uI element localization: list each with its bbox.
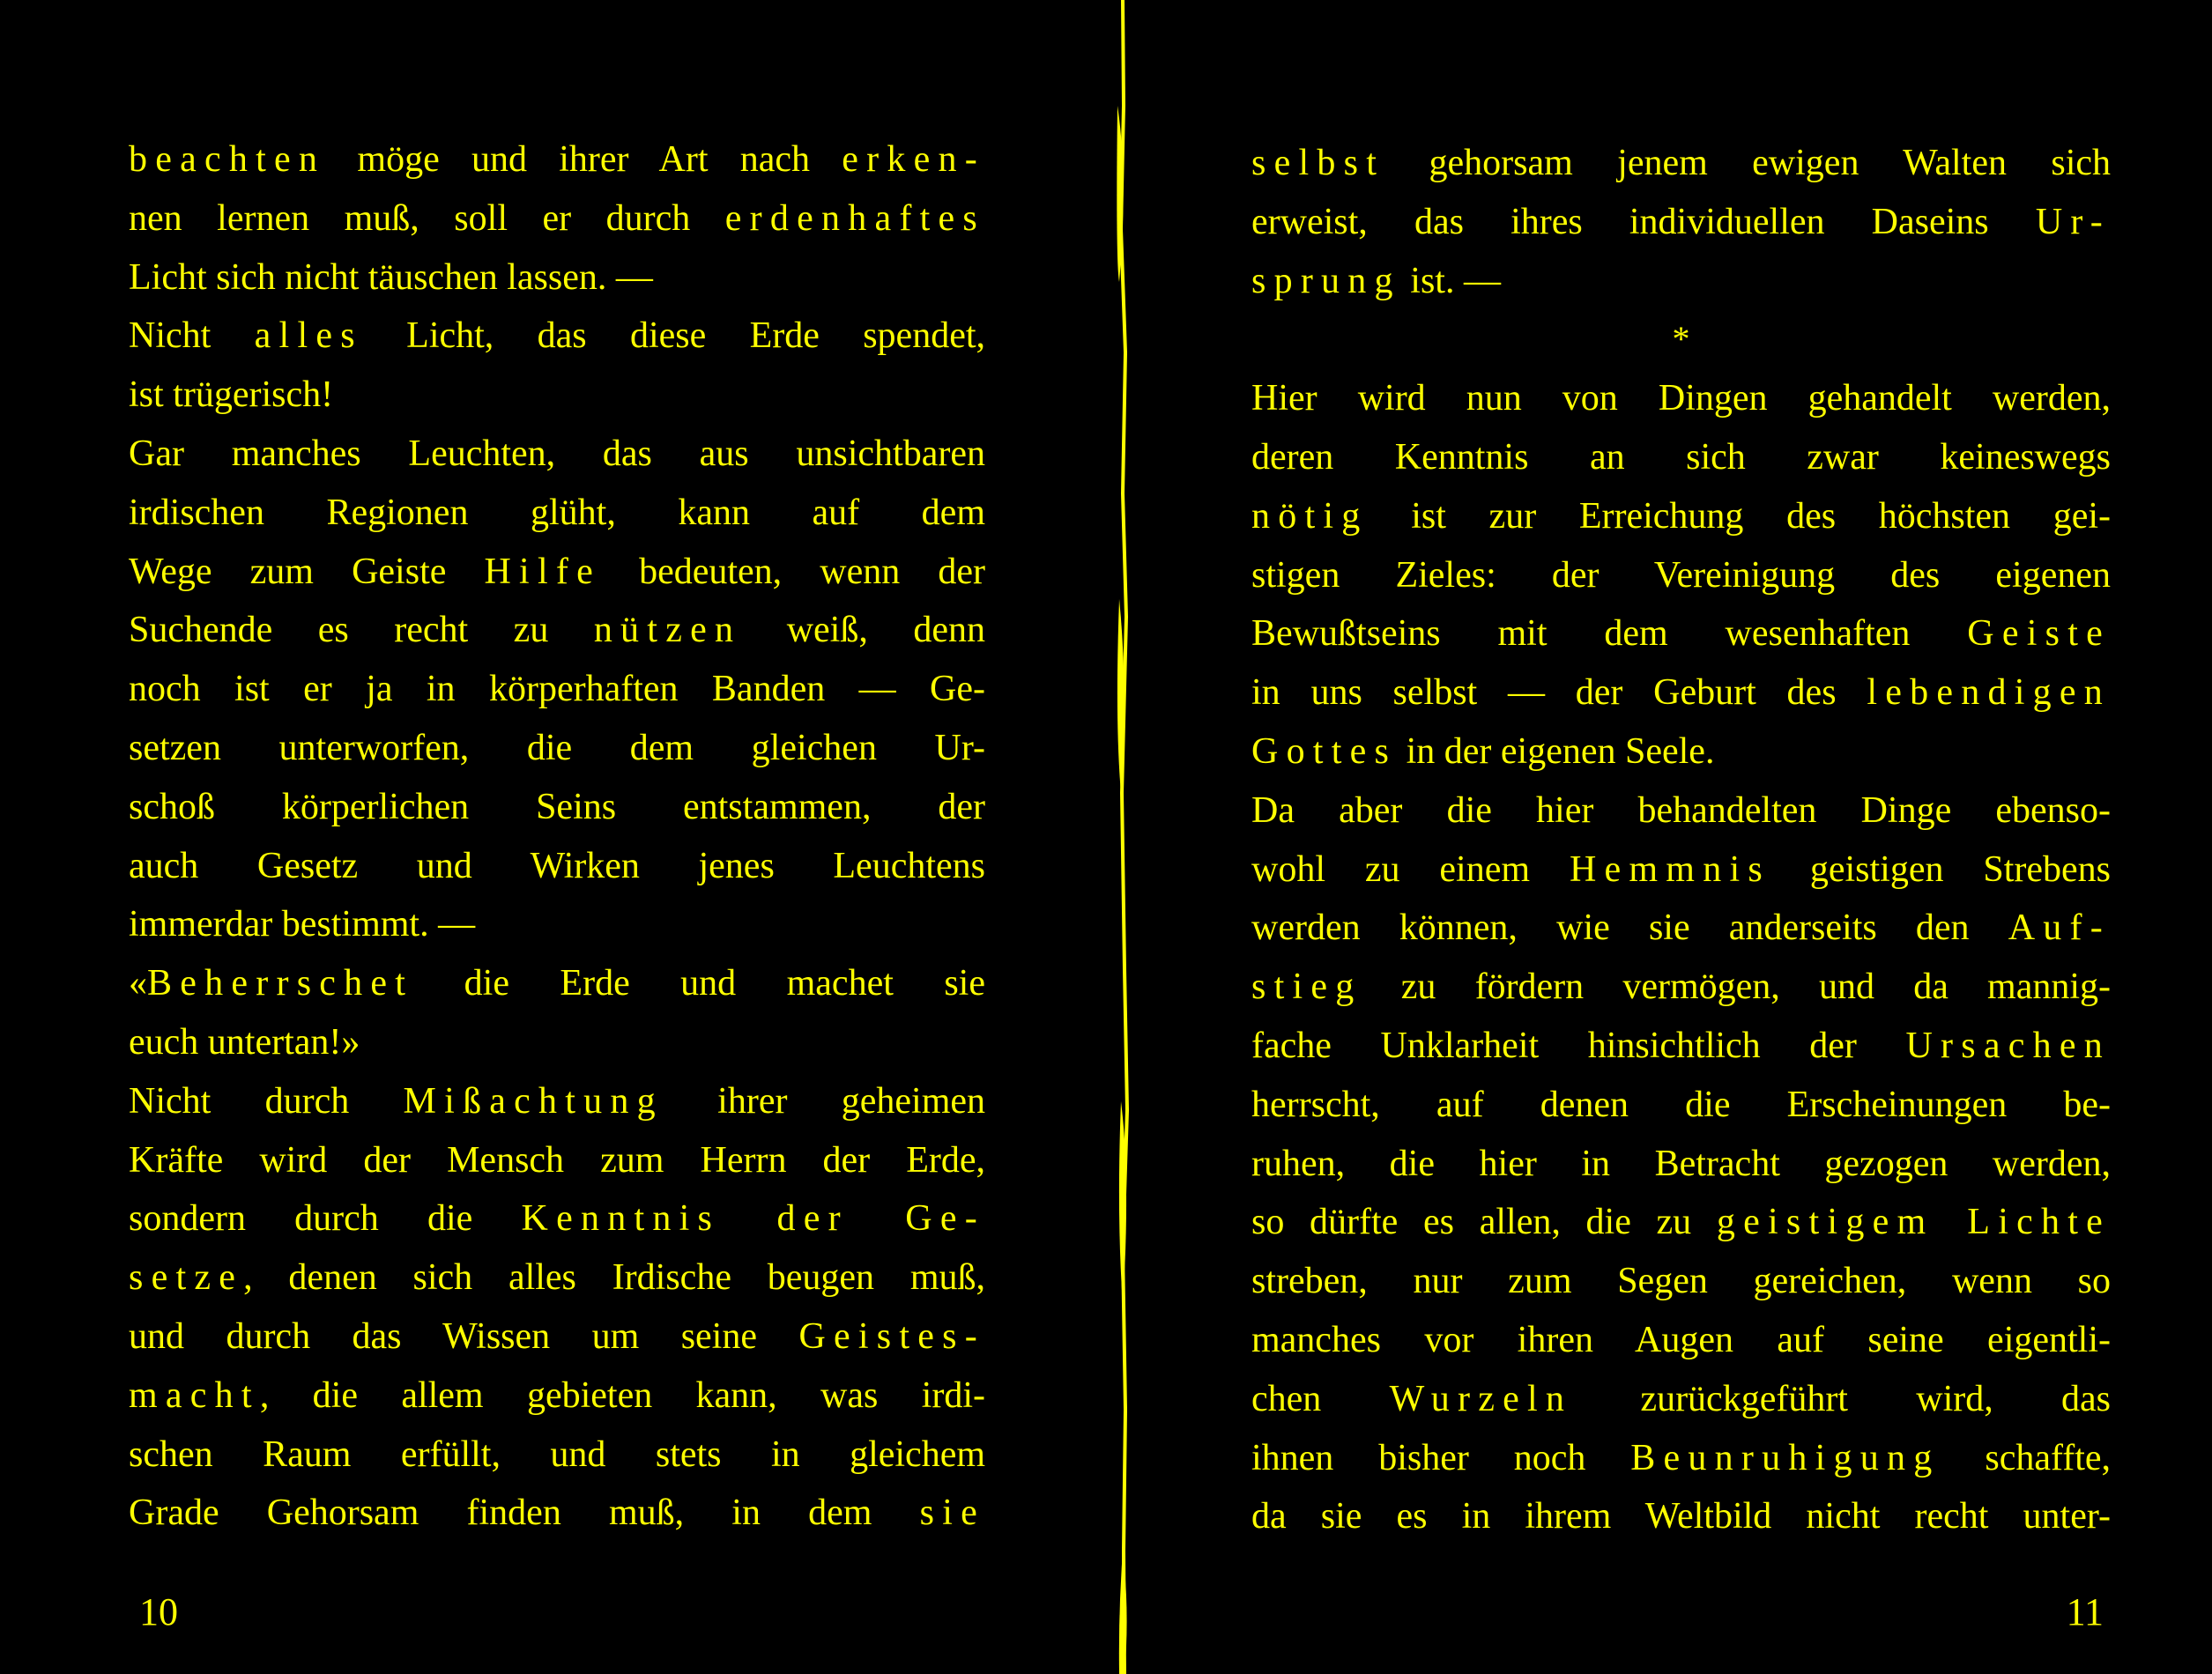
text-run: fache Unklarheit hinsichtlich der (1251, 1025, 1906, 1066)
text-run: möge und ihrer Art nach (325, 139, 842, 180)
text-spaced: Auf- (2008, 907, 2111, 949)
text-run: werden können, wie sie anderseits den (1251, 907, 2008, 949)
text-spaced: stieg (1251, 967, 1362, 1008)
book-gutter (1102, 0, 1137, 1674)
text-run: schaffte, (1940, 1437, 2112, 1478)
text-run: wohl zu einem (1251, 848, 1570, 890)
text-spaced: macht (129, 1374, 260, 1416)
text-spaced: Wurzeln (1389, 1378, 1573, 1419)
text-run: schoß körperlichen Seins entstammen, der (129, 786, 985, 827)
text-run: weiß, denn (741, 610, 985, 651)
text-run: erweist, das ihres individuellen Daseins (1251, 201, 2036, 242)
text-run: die Erde und machet sie (413, 963, 985, 1004)
text-run: in uns selbst — der Geburt des (1251, 672, 1867, 714)
text-run: ist trügerisch! (129, 374, 334, 416)
text-run: ruhen, die hier in Betracht gezogen werden, (1251, 1143, 2111, 1184)
text-run: Nicht durch (129, 1080, 404, 1122)
text-run: zu fördern vermögen, und da mannig- (1362, 967, 2111, 1008)
text-run: auch Gesetz und Wirken jenes Leuchtens (129, 845, 985, 886)
text-run: noch ist er ja in körperhaften Banden — Ge- (129, 669, 985, 710)
text-spaced: Geistes- (798, 1315, 985, 1357)
text-run: ist. — (1400, 260, 1501, 301)
text-run: streben, nur zum Segen gereichen, wenn so (1251, 1261, 2111, 1302)
text-spaced: Beunruhigung (1630, 1437, 1941, 1478)
text-run: immerdar bestimmt. — (129, 904, 476, 945)
text-run: , die allem gebieten kann, was irdi- (259, 1374, 985, 1416)
text-spaced: nötig (1251, 495, 1369, 537)
text-spaced: erdenhaftes (724, 197, 985, 239)
right-page (1137, 0, 2212, 1674)
text-run: zurückgeführt wird, das (1572, 1378, 2111, 1419)
text-spaced: alles (254, 315, 363, 357)
text-spaced: Ursachen (1905, 1025, 2111, 1066)
text-run: ihnen bisher noch (1251, 1437, 1631, 1478)
text-run: und durch das Wissen um seine (129, 1315, 799, 1357)
page-number: 10 (139, 1590, 178, 1633)
text-spaced: lebendigen (1867, 672, 2111, 714)
text-run: so dürfte es allen, die zu (1251, 1202, 1717, 1243)
left-page (0, 0, 1102, 1674)
text-run: in der eigenen Seele. (1397, 730, 1715, 772)
text-run: stigen Zieles: der Vereinigung des eigenen (1251, 554, 2111, 596)
text-run: euch untertan!» (129, 1021, 360, 1063)
text-spaced: beachten (129, 139, 326, 180)
page-number: 11 (2066, 1590, 2104, 1633)
text-run: Suchende es recht zu (129, 610, 594, 651)
section-divider-asterisk: * (1672, 319, 1690, 359)
text-run: deren Kenntnis an sich zwar keineswegs (1251, 436, 2111, 478)
text-run: sondern durch die (129, 1198, 522, 1240)
text-run: Nicht (129, 315, 255, 357)
text-spaced: nützen (593, 610, 742, 651)
text-run: Bewußtseins mit dem wesenhaften (1251, 613, 1968, 655)
text-spaced: sprung (1251, 260, 1401, 301)
left-page-text (129, 130, 985, 1543)
text-run: Gar manches Leuchten, das aus unsichtbaren (129, 433, 985, 474)
text-spaced: Hemmnis (1569, 848, 1770, 890)
text-run: nen lernen muß, soll er durch (129, 197, 725, 239)
text-run: irdischen Regionen glüht, kann auf dem (129, 492, 985, 533)
text-run: setzen unterworfen, die dem gleichen Ur- (129, 727, 985, 768)
text-spaced: Gottes (1251, 730, 1398, 772)
text-run: Da aber die hier behandelten Dinge ebenso- (1251, 789, 2111, 831)
text-run: geistigen Strebens (1770, 848, 2112, 890)
text-run: , denen sich alles Irdische beugen muß, (243, 1257, 985, 1299)
text-run: herrscht, auf denen die Erscheinungen be- (1251, 1084, 2111, 1125)
text-spaced: Geiste (1967, 613, 2111, 655)
text-spaced: erken- (842, 139, 985, 180)
text-spaced: geistigem Lichte (1716, 1202, 2112, 1243)
text-run: Grade Gehorsam finden muß, in dem (129, 1493, 920, 1534)
text-run: da sie es in ihrem Weltbild nicht recht unter- (1251, 1496, 2111, 1537)
text-run: « (129, 963, 147, 1004)
text-spaced: setze (129, 1257, 244, 1299)
text-run: schen Raum erfüllt, und stets in gleichem (129, 1433, 985, 1475)
text-run: Licht, das diese Erde spendet, (362, 315, 986, 357)
text-spaced: Ur- (2035, 201, 2111, 242)
text-run: ist zur Erreichung des höchsten gei- (1368, 495, 2111, 537)
text-run: gehorsam jenem ewigen Walten sich (1384, 143, 2111, 183)
text-spaced: sie (919, 1493, 985, 1534)
text-run: bedeuten, wenn der (600, 551, 985, 592)
text-run: Licht sich nicht täuschen lassen. — (129, 256, 653, 298)
text-run: chen (1251, 1378, 1390, 1419)
text-run: manches vor ihren Augen auf seine eigentli- (1251, 1319, 2111, 1360)
text-run: Kräfte wird der Mensch zum Herrn der Erde, (129, 1139, 985, 1181)
text-spaced: Mißachtung (403, 1080, 664, 1122)
text-run: Hier wird nun von Dingen gehandelt werden, (1251, 378, 2111, 419)
text-spaced: selbst (1251, 143, 1385, 183)
text-spaced: Hilfe (484, 551, 601, 592)
text-run: ihrer geheimen (663, 1080, 985, 1122)
text-spaced: Beherrschet (147, 963, 414, 1004)
right-page-text (1251, 134, 2111, 1546)
text-run: Wege zum Geiste (129, 551, 485, 592)
text-spaced: Kenntnis der Ge- (521, 1198, 985, 1240)
